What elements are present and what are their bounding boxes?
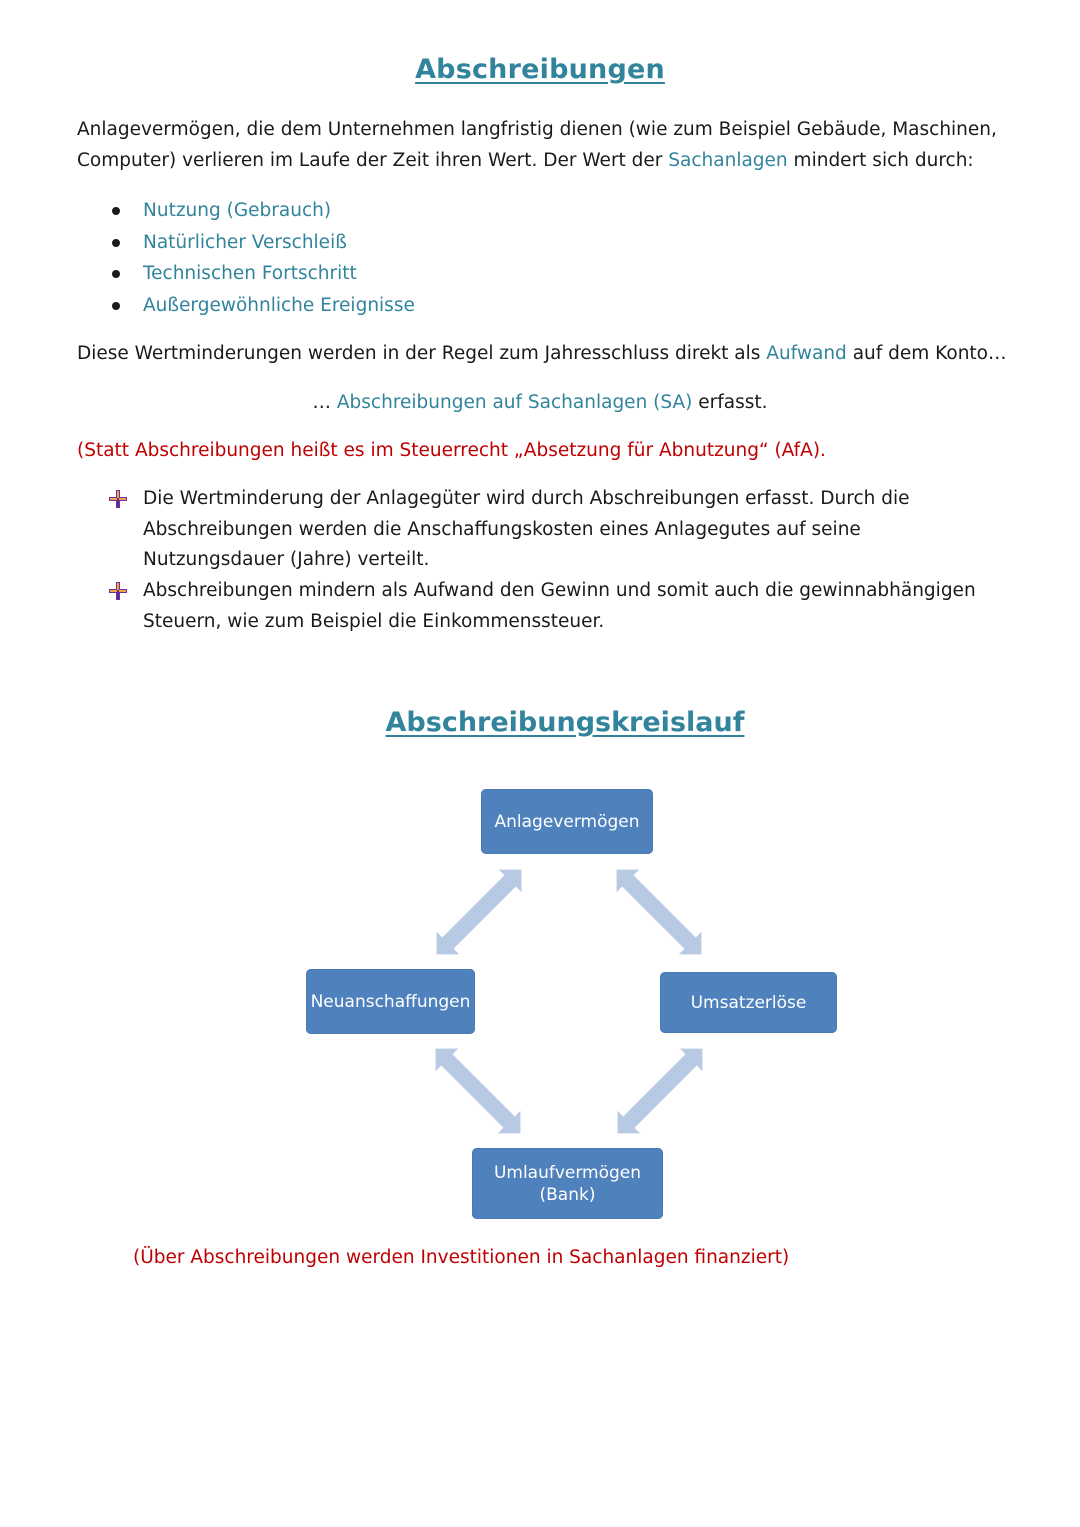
cycle-box-anlagevermoegen: Anlagevermögen bbox=[481, 789, 653, 854]
afa-note: (Statt Abschreibungen heißt es im Steuerrecht „Absetzung für Abnutzung“ (AfA). bbox=[77, 440, 826, 461]
arrow-bottom-right bbox=[606, 1037, 713, 1144]
list-item: Natürlicher Verschleiß bbox=[110, 227, 415, 259]
intro-paragraph: Anlagevermögen, die dem Unternehmen langfristig dienen (wie zum Beispiel Gebäude, Maschinen, Computer) verlieren im Laufe der Zeit ihren Wert. Der Wert der Sachanlagen mindert sich durch: bbox=[77, 119, 997, 171]
list-item: Außergewöhnliche Ereignisse bbox=[110, 290, 415, 322]
cycle-box-neuanschaffungen: Neuanschaffungen bbox=[306, 969, 475, 1034]
cycle-box-umlaufvermoegen: Umlaufvermögen (Bank) bbox=[472, 1148, 663, 1219]
keyword-sachanlagen: Sachanlagen bbox=[668, 149, 788, 171]
cycle-box-umsatzerloese: Umsatzerlöse bbox=[660, 972, 837, 1033]
arrow-top-left bbox=[425, 858, 532, 965]
list-item: Die Wertminderung der Anlagegüter wird durch Abschreibungen erfasst. Durch die Abschreibungen werden die Anschaffungskosten eines Anlagegutes auf seine Nutzungsdauer (Jahre) verteilt. bbox=[108, 484, 988, 576]
list-item: Abschreibungen mindern als Aufwand den Gewinn und somit auch die gewinnabhängigen Steuern, wie zum Beispiel die Einkommenssteuer. bbox=[108, 576, 988, 637]
financing-note: (Über Abschreibungen werden Investitionen in Sachanlagen finanziert) bbox=[133, 1247, 790, 1268]
cycle-title: Abschreibungskreislauf bbox=[385, 707, 745, 738]
arrow-top-right bbox=[605, 858, 712, 965]
list-item: Technischen Fortschritt bbox=[110, 258, 415, 290]
paragraph-konto: … Abschreibungen auf Sachanlagen (SA) erfasst. bbox=[312, 392, 768, 413]
keyword-aufwand: Aufwand bbox=[766, 343, 847, 364]
list-item: Nutzung (Gebrauch) bbox=[110, 195, 415, 227]
arrow-bottom-left bbox=[424, 1037, 531, 1144]
paragraph-aufwand: Diese Wertminderungen werden in der Regel zum Jahresschluss direkt als Aufwand auf dem Konto… bbox=[77, 343, 1007, 364]
page-title: Abschreibungen bbox=[415, 54, 665, 85]
keyword-abschreibungen-sa: Abschreibungen auf Sachanlagen (SA) bbox=[336, 392, 693, 413]
